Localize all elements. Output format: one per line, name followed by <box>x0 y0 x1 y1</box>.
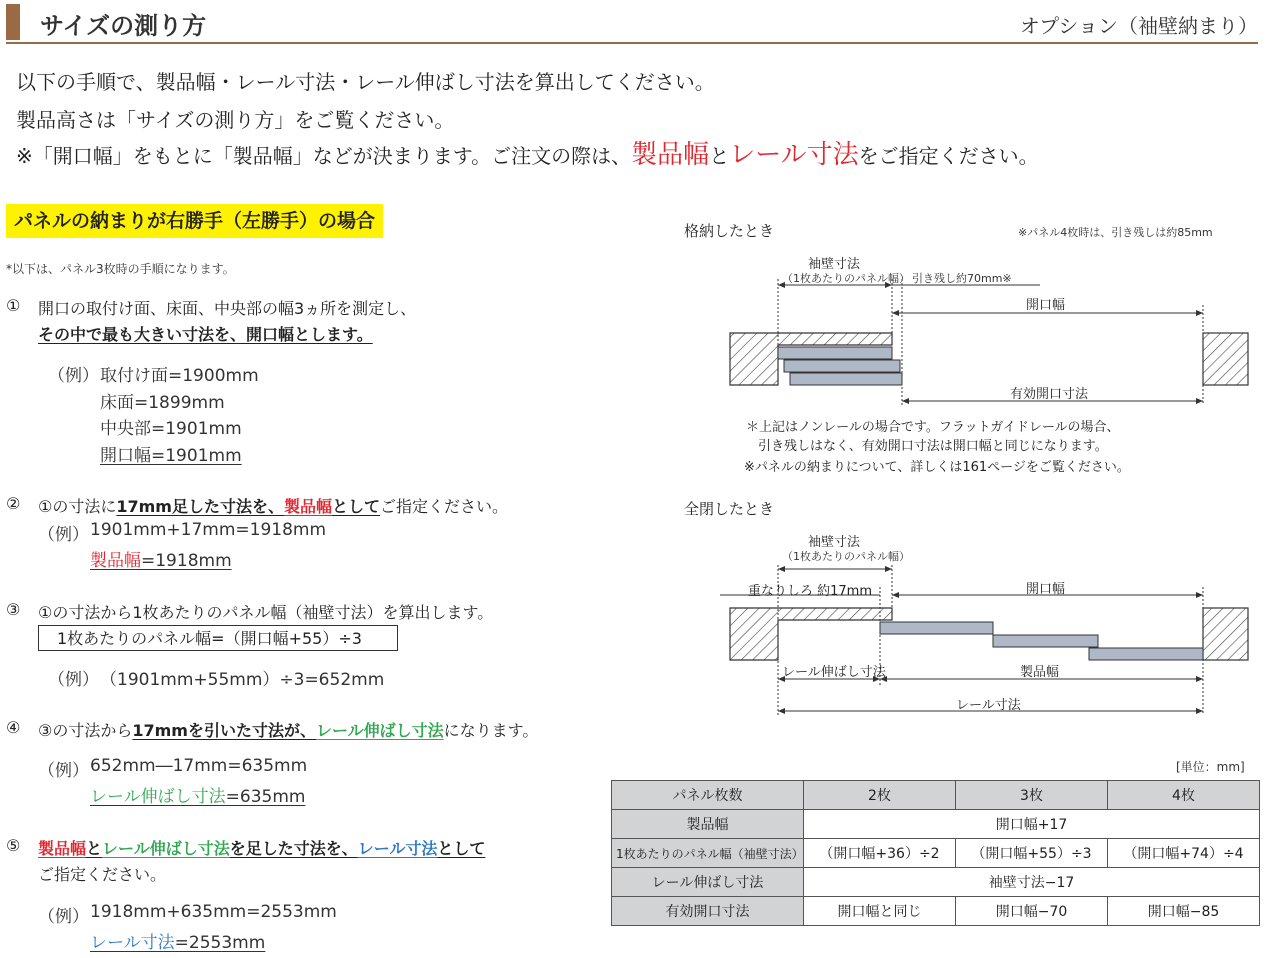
step-3-example-1: （1901mm+55mm）÷3=652mm <box>100 670 385 690</box>
diagram-stored-title: 格納したとき <box>684 222 775 240</box>
intro-line-3-end: をご指定ください。 <box>858 144 1039 168</box>
section-title: パネルの納まりが右勝手（左勝手）の場合 <box>6 204 383 238</box>
table-row-label: レール伸ばし寸法 <box>612 868 804 897</box>
closed-kasanari-label: 重なりしろ 約17mm <box>748 584 873 599</box>
step-5-example-2-value: =2553mm <box>174 933 266 953</box>
spec-table <box>611 780 1260 926</box>
table-cell: （開口幅+55）÷3 <box>956 839 1108 868</box>
step-1-example-1: 取付け面=1900mm <box>100 366 259 386</box>
step-2-num: ② <box>6 494 21 513</box>
table-row-label: 製品幅 <box>612 810 804 839</box>
step-4-example-2 <box>90 782 305 807</box>
step-2-text-a: ①の寸法に <box>38 497 117 516</box>
step-4-num: ④ <box>6 718 21 737</box>
step-2-example-2 <box>90 546 232 571</box>
table-header-cell: 3枚 <box>956 781 1108 810</box>
step-5-rail-size: レール寸法 <box>357 839 438 858</box>
step-2-example-label: （例） <box>38 525 89 545</box>
table-cell: 開口幅−85 <box>1108 897 1260 926</box>
panel-1 <box>778 347 892 359</box>
step-5-num: ⑤ <box>6 836 21 855</box>
stored-sodekabe-label: 袖壁寸法 <box>808 257 861 272</box>
table-header-row <box>612 781 1260 810</box>
step-1-line-1: 開口の取付け面、床面、中央部の幅3ヵ所を測定し、 <box>38 299 417 318</box>
closed-rail-size-label: レール寸法 <box>956 698 1021 713</box>
closed-sodekabe-sub: （1枚あたりのパネル幅） <box>782 550 910 563</box>
step-5-example-1: 1918mm+635mm=2553mm <box>90 902 337 922</box>
page-subtitle: オプション（袖壁納まり） <box>1019 14 1258 38</box>
stored-note-1: ＊上記はノンレールの場合です。フラットガイドレールの場合、 <box>746 420 1120 435</box>
left-wall <box>730 608 892 660</box>
step-5-text-b: と <box>86 839 103 858</box>
closed-rail-extension-label: レール伸ばし寸法 <box>782 665 886 680</box>
header-accent-bar <box>6 4 20 40</box>
step-3-example-label: （例） <box>48 670 99 690</box>
table-cell: 開口幅+17 <box>804 810 1260 839</box>
stored-yuukou-label: 有効開口寸法 <box>1010 387 1089 402</box>
table-unit: [単位：mm] <box>1176 760 1245 774</box>
closed-sodekabe-label: 袖壁寸法 <box>808 535 861 550</box>
table-row <box>612 897 1260 926</box>
step-1-line-2: その中で最も大きい寸法を、開口幅とします。 <box>38 325 373 344</box>
step-3-formula-box: 1枚あたりのパネル幅=（開口幅+55）÷3 <box>38 625 398 651</box>
step-4-text-e: になります。 <box>443 721 539 740</box>
panel-2 <box>784 360 900 372</box>
step-5-rail-extension: レール伸ばし寸法 <box>102 839 230 858</box>
step-5-line-2: ご指定ください。 <box>38 865 167 884</box>
intro-line-3 <box>16 134 1039 171</box>
step-1-example-2: 床面=1899mm <box>100 393 225 413</box>
step-4-line <box>38 718 538 741</box>
table-cell: （開口幅+74）÷4 <box>1108 839 1260 868</box>
step-5-product-width: 製品幅 <box>38 839 87 858</box>
step-5-text-d: を足した寸法を、 <box>229 839 358 858</box>
step-4-text-c: を引いた寸法が、 <box>187 721 316 740</box>
diagram-closed-title: 全閉したとき <box>684 500 775 518</box>
closed-kaikou-label: 開口幅 <box>1026 582 1066 597</box>
table-row-label: 1枚あたりのパネル幅（袖壁寸法） <box>612 839 804 868</box>
step-1-example-4: 開口幅=1901mm <box>100 446 242 466</box>
step-2-text-d: として <box>332 497 381 516</box>
step-5-text-f: として <box>437 839 486 858</box>
step-5-example-2 <box>90 928 265 953</box>
step-4-example-label: （例） <box>38 761 89 781</box>
step-2-text-e: ご指定ください。 <box>380 497 509 516</box>
diagram-stored-corner-note: ※パネル4枚時は、引き残しは約85mm <box>1018 226 1213 239</box>
panel-3 <box>1089 648 1203 660</box>
intro-product-width: 製品幅 <box>631 140 710 170</box>
step-2-product-width: 製品幅 <box>283 497 332 516</box>
step-2-example-2-label: 製品幅 <box>90 551 141 571</box>
step-4-example-2-label: レール伸ばし寸法 <box>90 787 226 807</box>
step-2-example-2-value: =1918mm <box>141 551 232 571</box>
stored-kaikou-label: 開口幅 <box>1026 298 1066 313</box>
step-3-num: ③ <box>6 600 21 619</box>
intro-and: と <box>709 144 730 168</box>
intro-line-2: 製品高さは「サイズの測り方」をご覧ください。 <box>16 108 455 132</box>
table-cell: （開口幅+36）÷2 <box>804 839 956 868</box>
panel-3 <box>790 373 902 385</box>
step-3-line: ①の寸法から1枚あたりのパネル幅（袖壁寸法）を算出します。 <box>38 603 494 622</box>
table-row <box>612 868 1260 897</box>
table-header-cell: パネル枚数 <box>612 781 804 810</box>
step-5-line-1 <box>38 836 485 859</box>
stored-note-3: ※パネルの納まりについて、詳しくは161ページをご覧ください。 <box>744 460 1130 475</box>
section-note: *以下は、パネル3枚時の手順になります。 <box>6 262 235 276</box>
intro-line-3-text: ※「開口幅」をもとに「製品幅」などが決まります。ご注文の際は、 <box>16 144 632 168</box>
step-4-example-2-value: =635mm <box>225 787 306 807</box>
table-row-label: 有効開口寸法 <box>612 897 804 926</box>
step-5-example-2-label: レール寸法 <box>90 933 175 953</box>
table-cell: 開口幅と同じ <box>804 897 956 926</box>
table-row <box>612 810 1260 839</box>
table-row <box>612 839 1260 868</box>
header-divider <box>6 42 1258 44</box>
page-title: サイズの測り方 <box>40 12 207 40</box>
stored-hikinokoshi-label: 引き残し約70mm※ <box>912 272 1012 285</box>
step-2-line <box>38 494 508 517</box>
table-header-cell: 4枚 <box>1108 781 1260 810</box>
step-4-example-1: 652mm―17mm=635mm <box>90 756 308 776</box>
step-2-example-1: 1901mm+17mm=1918mm <box>90 520 327 540</box>
closed-product-width-label: 製品幅 <box>1020 665 1060 680</box>
step-1-example-label: （例） <box>48 366 99 386</box>
step-4-rail-extension: レール伸ばし寸法 <box>315 721 444 740</box>
table-cell: 袖壁寸法−17 <box>804 868 1260 897</box>
step-4-text-b: 17mm <box>132 721 188 740</box>
step-4-text-a: ③の寸法から <box>38 721 133 740</box>
panel-1 <box>880 622 993 634</box>
table-header-cell: 2枚 <box>804 781 956 810</box>
intro-line-1: 以下の手順で、製品幅・レール寸法・レール伸ばし寸法を算出してください。 <box>16 70 715 94</box>
step-1-num: ① <box>6 296 21 315</box>
step-2-text-b: 17mm足した寸法を、 <box>116 497 284 516</box>
intro-rail-size: レール寸法 <box>729 140 859 170</box>
right-wall <box>1203 333 1248 385</box>
step-1-example-3: 中央部=1901mm <box>100 419 242 439</box>
stored-note-2: 引き残しはなく、有効開口寸法は開口幅と同じになります。 <box>758 439 1108 454</box>
stored-sodekabe-sub: （1枚あたりのパネル幅） <box>782 272 910 285</box>
step-5-example-label: （例） <box>38 907 89 927</box>
table-cell: 開口幅−70 <box>956 897 1108 926</box>
panel-2 <box>993 635 1098 647</box>
right-wall <box>1203 608 1248 660</box>
